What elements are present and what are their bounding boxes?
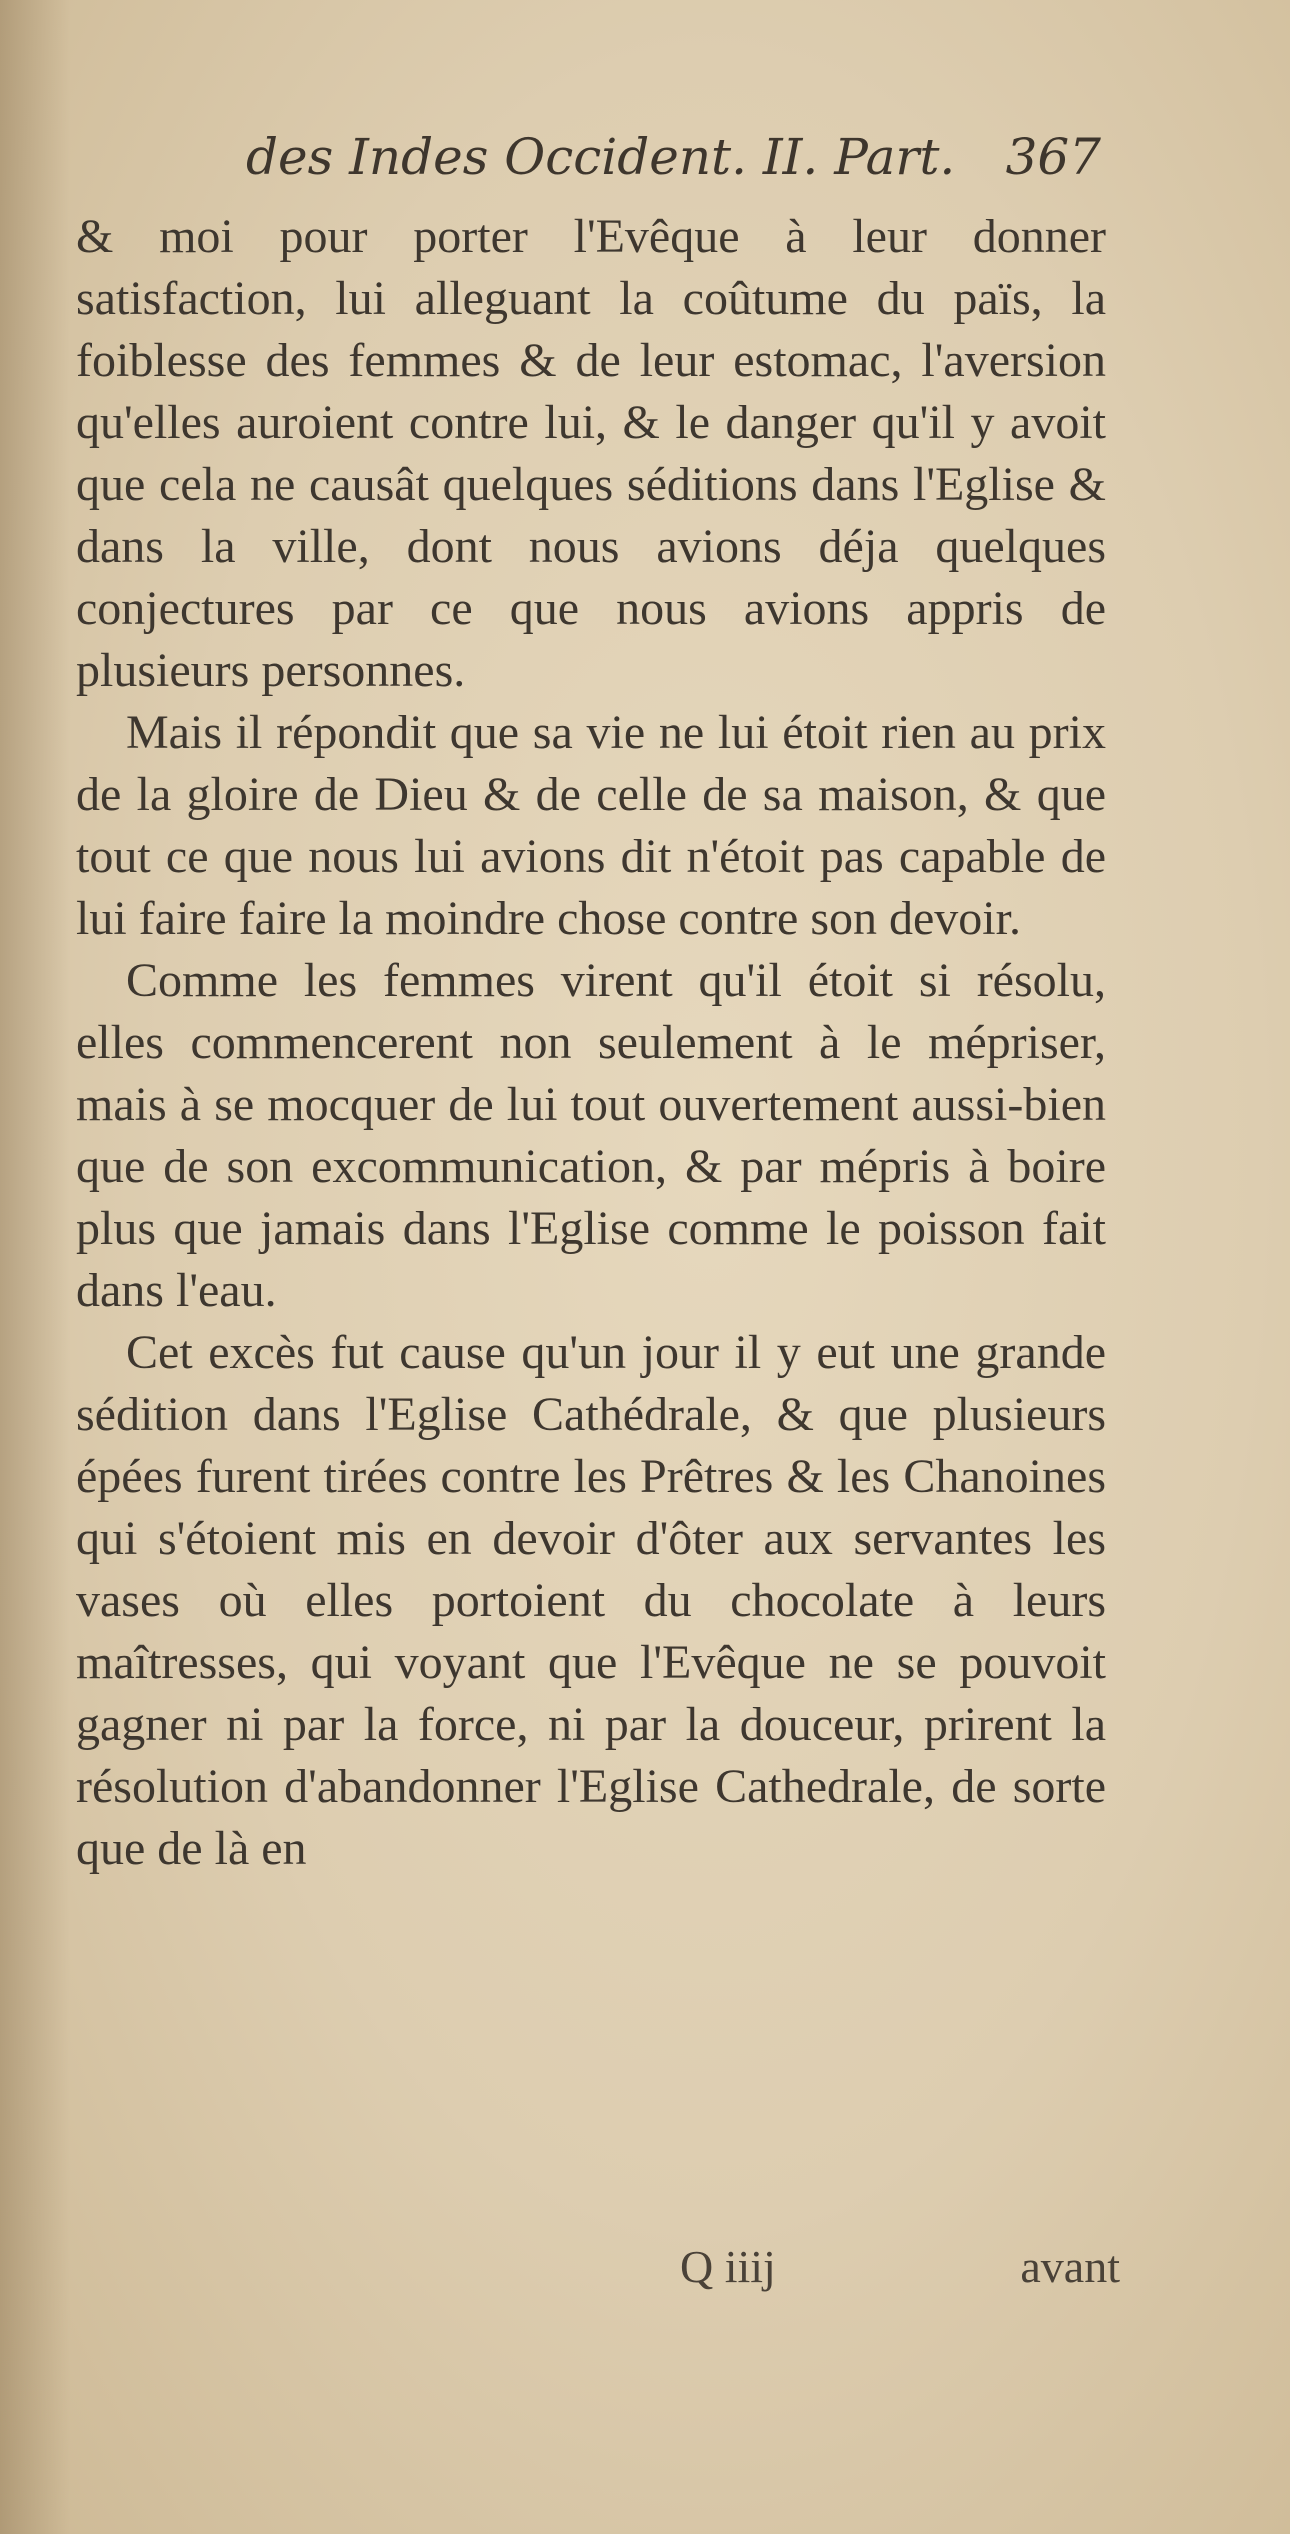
- signature-mark: Q iiij: [680, 2241, 776, 2292]
- running-title: des Indes Occident. II. Part.: [246, 128, 956, 186]
- page-header: [246, 128, 1146, 208]
- paragraph: Cet excès fut cause qu'un jour il y eut une grande sédition dans l'Eglise Cathédrale, & que plusieurs épées furent tirées contre les Prêtres & les Chanoines qui s'étoient mis en devoir d'ôter aux servantes les vases où elles portoient du chocolate à leurs maîtresses, qui voyant que l'Evêque ne se pouvoit gagner ni par la force, ni par la douceur, prirent la résolution d'abandonner l'Eglise Cathedrale, de sorte que de là en: [76, 1326, 1106, 1875]
- page-edge-shadow: [0, 0, 70, 2534]
- page-number: 367: [1005, 128, 1101, 186]
- paragraph: & moi pour porter l'Evêque à leur donner satisfaction, lui alleguant la coûtume du païs, la foiblesse des femmes & de leur estomac, l'aversion qu'elles auroient contre lui, & le danger qu'il y avoit que cela ne causât quelques séditions dans l'Eglise & dans la ville, dont nous avions déja quelques conjectures par ce que nous avions appris de plusieurs personnes.: [76, 210, 1106, 697]
- paragraph: Comme les femmes virent qu'il étoit si résolu, elles commencerent non seulement à le mépriser, mais à se mocquer de lui tout ouvertement aussi-bien que de son excommunication, & par mépris à boire plus que jamais dans l'Eglise comme le poisson fait dans l'eau.: [76, 954, 1106, 1317]
- page-footer: [680, 2240, 1120, 2310]
- paragraph: Mais il répondit que sa vie ne lui étoit rien au prix de la gloire de Dieu & de celle de sa maison, & que tout ce que nous lui avions dit n'étoit pas capable de lui faire faire la moindre chose contre son devoir.: [76, 706, 1106, 945]
- catchword: avant: [1020, 2241, 1120, 2292]
- body-text: [76, 206, 1106, 1880]
